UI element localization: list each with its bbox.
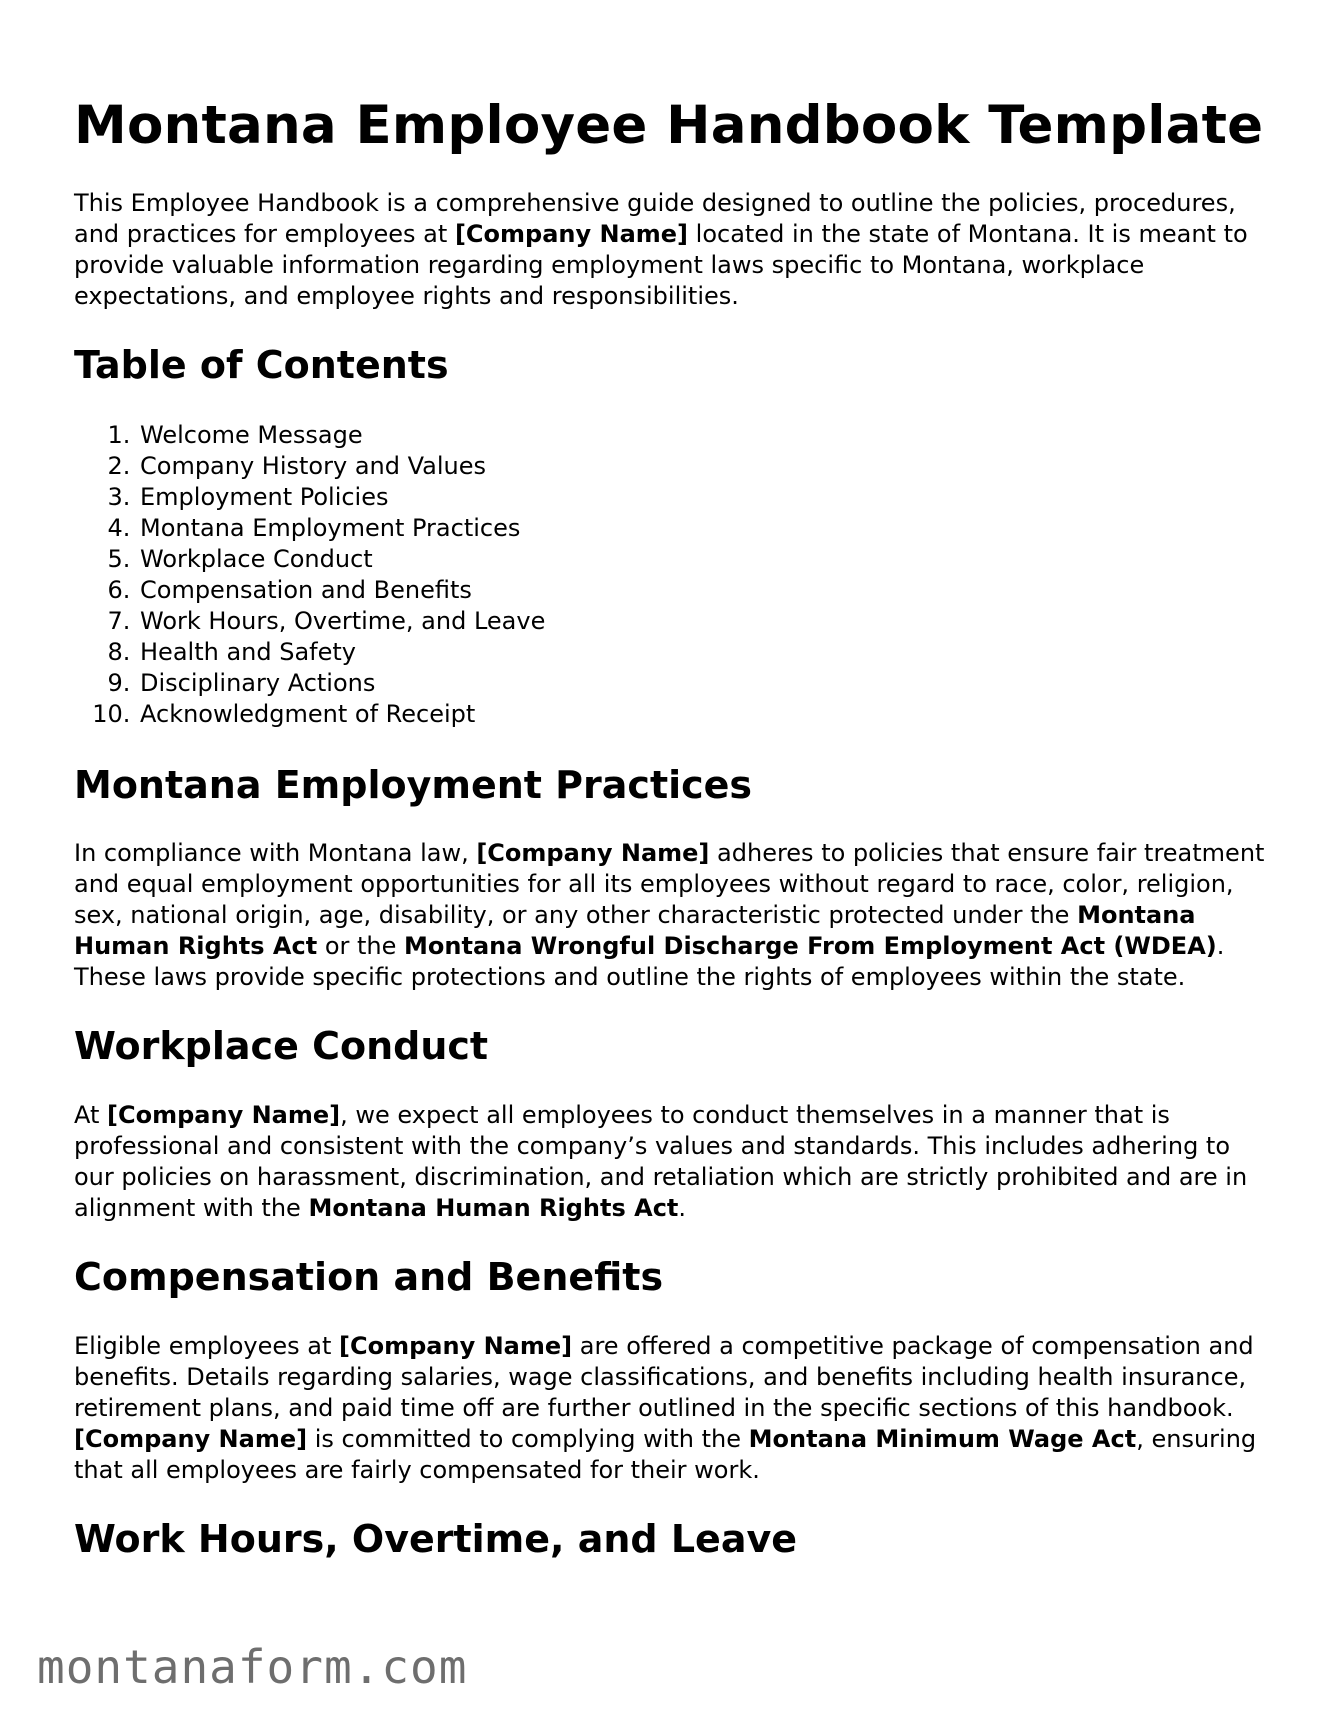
bold-term: Montana Minimum Wage Act <box>748 1425 1137 1453</box>
toc-item: 7. Work Hours, Overtime, and Leave <box>138 606 1274 637</box>
bold-term: [Company Name] <box>107 1101 341 1129</box>
section-body-employment-practices: In compliance with Montana law, [Company Name] adheres to policies that ensure fair treatment and equal employment opportunities for all its employees without regard to race, color, religion, sex, national origin, age, disability, or any other characteristic protected under the Montana Human Rights Act or the Montana Wrongful Discharge From Employment Act (WDEA). These laws provide specific protections and outline the rights of employees within the state. <box>74 839 1265 991</box>
section-heading-employment-practices: Montana Employment Practices <box>74 763 753 807</box>
section-body-workplace-conduct: At [Company Name], we expect all employees to conduct themselves in a manner that is professional and consistent with the company’s values and standards. This includes adhering to our policies on harassment, discrimination, and retaliation which are strictly prohibited and are in alignment with the Montana Human Rights Act. <box>74 1101 1248 1222</box>
toc-item: 5. Workplace Conduct <box>138 544 1274 575</box>
bold-term: [Company Name] <box>74 1425 308 1453</box>
bold-term: Montana Wrongful Discharge From Employment Act (WDEA) <box>404 932 1217 960</box>
bold-term: [Company Name] <box>454 220 689 248</box>
toc-item: 8. Health and Safety <box>138 637 1274 668</box>
toc-item: 10. Acknowledgment of Receipt <box>138 699 1274 730</box>
toc-item: 4. Montana Employment Practices <box>138 513 1274 544</box>
section-heading-workplace-conduct: Workplace Conduct <box>74 1024 489 1068</box>
toc-item: 9. Disciplinary Actions <box>138 668 1274 699</box>
toc-item: 3. Employment Policies <box>138 482 1274 513</box>
intro-paragraph: This Employee Handbook is a comprehensive guide designed to outline the policies, procedures, and practices for employees at [Company Name] located in the state of Montana. It is meant to provide valuable information regarding employment laws specific to Montana, workplace expectations, and employee rights and responsibilities. <box>74 189 1248 310</box>
toc-item: 2. Company History and Values <box>138 451 1274 482</box>
section-body-compensation: Eligible employees at [Company Name] are offered a competitive package of compensation and benefits. Details regarding salaries, wage classifications, and benefits including health insurance, retirement plans, and paid time off are further outlined in the specific sections of this handbook. [Company Name] is committed to complying with the Montana Minimum Wage Act, ensuring that all employees are fairly compensated for their work. <box>74 1332 1257 1484</box>
section-heading-compensation: Compensation and Benefits <box>74 1255 664 1299</box>
section-heading-work-hours: Work Hours, Overtime, and Leave <box>74 1517 798 1561</box>
document-title: Montana Employee Handbook Template <box>74 95 1264 156</box>
toc-item: 6. Compensation and Benefits <box>138 575 1274 606</box>
watermark: montanaform.com <box>37 1640 468 1694</box>
bold-term: [Company Name] <box>476 839 710 867</box>
bold-term: Montana Human Rights Act <box>74 901 1196 960</box>
bold-term: [Company Name] <box>339 1332 573 1360</box>
document-page <box>74 0 1274 1562</box>
toc-list <box>74 420 1274 730</box>
toc-heading: Table of Contents <box>74 343 449 387</box>
toc-item: 1. Welcome Message <box>138 420 1274 451</box>
bold-term: Montana Human Rights Act <box>308 1194 679 1222</box>
